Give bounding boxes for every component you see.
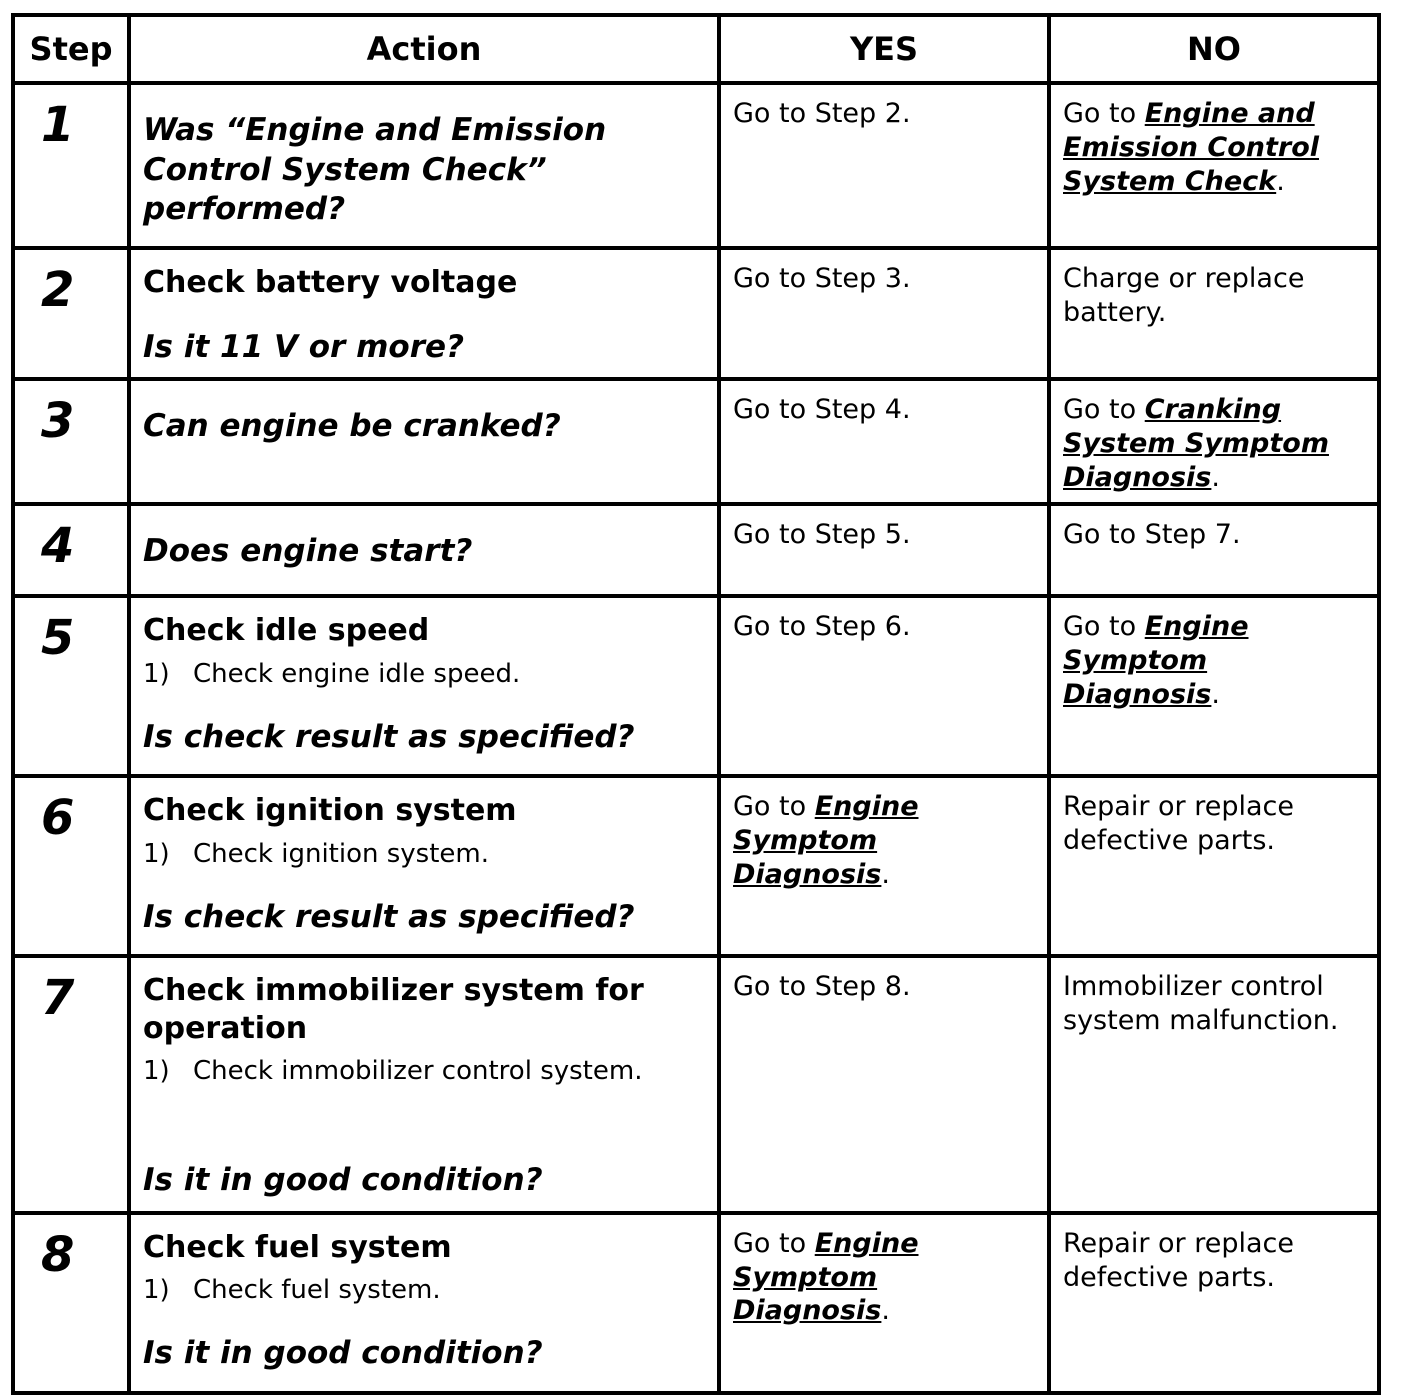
action-substep: 1) Check fuel system. <box>143 1275 441 1306</box>
yes-text: Go to Step 6. <box>733 611 911 643</box>
header-step: Step <box>13 15 129 83</box>
action-question: Is it in good condition? <box>143 1162 543 1199</box>
no-cell <box>1049 956 1379 1212</box>
header-yes: YES <box>719 15 1049 83</box>
header-no: NO <box>1049 15 1379 83</box>
no-text: Charge or replace battery. <box>1063 263 1305 328</box>
step-number: 5 <box>41 610 75 667</box>
step-number: 3 <box>41 393 75 450</box>
yes-link[interactable]: Engine Symptom Diagnosis <box>733 791 919 890</box>
no-cell <box>1049 776 1379 956</box>
yes-suffix: . <box>881 858 890 890</box>
action-title: Check fuel system <box>143 1229 452 1265</box>
no-cell <box>1049 83 1379 248</box>
step-number: 4 <box>41 518 75 575</box>
no-link[interactable]: Engine and Emission Control System Check <box>1063 98 1320 197</box>
table-row <box>13 956 1379 1212</box>
no-text: Go to Step 7. <box>1063 519 1241 551</box>
no-suffix: . <box>1276 165 1285 197</box>
yes-text: Go to <box>733 791 815 823</box>
action-question: Is check result as specified? <box>143 718 635 755</box>
yes-cell <box>719 596 1049 776</box>
no-cell <box>1049 379 1379 504</box>
action-substep: 1) Check engine idle speed. <box>143 658 521 689</box>
yes-cell <box>719 379 1049 504</box>
action-substep: 1) Check ignition system. <box>143 838 490 869</box>
yes-cell <box>719 776 1049 956</box>
action-cell <box>129 596 719 776</box>
yes-text: Go to Step 4. <box>733 394 911 426</box>
table-row <box>13 504 1379 596</box>
yes-cell <box>719 956 1049 1212</box>
action-question: Is check result as specified? <box>143 898 635 935</box>
action-title: Check ignition system <box>143 793 517 829</box>
no-link[interactable]: Engine Symptom Diagnosis <box>1063 611 1249 710</box>
no-cell <box>1049 596 1379 776</box>
yes-text: Go to Step 5. <box>733 519 911 551</box>
action-title: Check immobilizer system for operation <box>143 973 644 1046</box>
action-question: Can engine be cranked? <box>143 408 561 445</box>
no-text: Go to <box>1063 98 1145 129</box>
no-text: Go to <box>1063 394 1145 426</box>
no-cell <box>1049 504 1379 596</box>
step-number: 1 <box>41 97 75 153</box>
yes-text: Go to <box>733 1227 815 1259</box>
diagnosis-table <box>11 13 1381 1395</box>
action-cell <box>129 1213 719 1393</box>
step-number: 6 <box>41 790 75 847</box>
step-cell <box>13 1213 129 1393</box>
yes-text: Go to Step 8. <box>733 971 911 1003</box>
action-question: Is it in good condition? <box>143 1335 543 1372</box>
step-cell <box>13 776 129 956</box>
yes-link[interactable]: Engine Symptom Diagnosis <box>733 1227 919 1327</box>
table-row <box>13 248 1379 379</box>
no-text: Repair or replace defective parts. <box>1063 791 1294 857</box>
no-text: Go to <box>1063 611 1145 643</box>
action-cell <box>129 248 719 379</box>
yes-suffix: . <box>881 1295 890 1327</box>
step-cell <box>13 379 129 504</box>
yes-text: Go to Step 2. <box>733 98 911 129</box>
action-question: Was “Engine and Emission Control System Check” performed? <box>143 112 607 228</box>
action-substep: 1) Check immobilizer control system. <box>143 1056 643 1087</box>
step-number: 8 <box>41 1226 75 1283</box>
action-question: Does engine start? <box>143 533 473 570</box>
action-cell <box>129 83 719 248</box>
step-number: 7 <box>41 970 75 1027</box>
no-text: Repair or replace defective parts. <box>1063 1227 1294 1293</box>
table-row <box>13 379 1379 504</box>
action-cell <box>129 776 719 956</box>
no-cell <box>1049 1213 1379 1393</box>
step-cell <box>13 504 129 596</box>
no-cell <box>1049 248 1379 379</box>
header-action: Action <box>129 15 719 83</box>
step-cell <box>13 83 129 248</box>
action-title: Check battery voltage <box>143 265 518 300</box>
table-row <box>13 596 1379 776</box>
no-suffix: . <box>1211 678 1220 710</box>
yes-text: Go to Step 3. <box>733 263 911 294</box>
yes-cell <box>719 248 1049 379</box>
action-question: Is it 11 V or more? <box>143 328 465 365</box>
step-cell <box>13 248 129 379</box>
table-row <box>13 83 1379 248</box>
step-number: 2 <box>41 262 75 318</box>
header-row <box>13 15 1379 83</box>
no-link[interactable]: Cranking System Symptom Diagnosis <box>1063 394 1329 493</box>
table-row <box>13 1213 1379 1393</box>
action-cell <box>129 379 719 504</box>
no-suffix: . <box>1211 461 1220 493</box>
yes-cell <box>719 504 1049 596</box>
step-cell <box>13 596 129 776</box>
yes-cell <box>719 83 1049 248</box>
action-cell <box>129 956 719 1212</box>
step-cell <box>13 956 129 1212</box>
no-text: Immobilizer control system malfunction. <box>1063 971 1339 1037</box>
action-cell <box>129 504 719 596</box>
yes-cell <box>719 1213 1049 1393</box>
action-title: Check idle speed <box>143 613 430 649</box>
table-row <box>13 776 1379 956</box>
